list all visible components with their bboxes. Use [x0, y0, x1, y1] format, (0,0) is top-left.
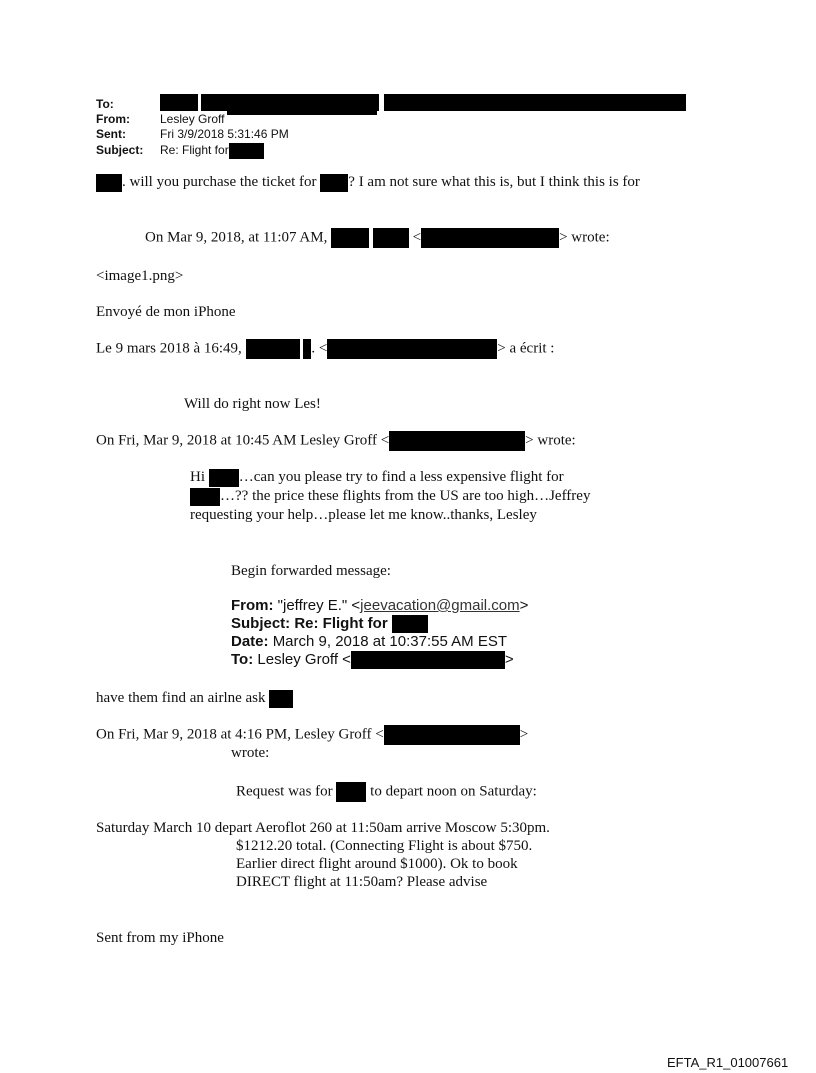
- text-segment: On Mar 9, 2018, at 11:07 AM,: [145, 229, 328, 246]
- redaction-box: [160, 94, 198, 111]
- attachment-line: <image1.png>: [96, 268, 184, 284]
- message-line: wrote:: [231, 745, 270, 761]
- text-segment: Lesley Groff <: [257, 651, 351, 668]
- fwd-from-label: From:: [231, 597, 274, 614]
- quote-header-line: [96, 431, 576, 451]
- redaction-box: [320, 174, 348, 192]
- quote-header-line: [145, 228, 610, 248]
- signature-line: Envoyé de mon iPhone: [96, 304, 236, 320]
- redaction-box: [389, 431, 525, 451]
- text-segment: Request was for: [236, 783, 333, 800]
- redaction-box: [246, 339, 300, 359]
- forwarded-heading: Begin forwarded message:: [231, 563, 391, 579]
- message-line: [96, 689, 293, 708]
- redaction-box: [269, 690, 293, 708]
- document-id: EFTA_R1_01007661: [667, 1055, 789, 1070]
- text-segment: . will you purchase the ticket for: [122, 174, 317, 190]
- header-subject-row: [96, 143, 143, 157]
- text-segment: > a écrit :: [497, 340, 555, 357]
- text-segment: > wrote:: [559, 229, 610, 246]
- message-line: requesting your help…please let me know..thanks, Lesley: [190, 507, 537, 523]
- fwd-date-row: [231, 633, 507, 651]
- text-segment: On Fri, Mar 9, 2018 at 4:16 PM, Lesley Groff <: [96, 726, 384, 743]
- text-segment: to depart noon on Saturday:: [370, 783, 537, 800]
- redaction-box: [351, 651, 505, 669]
- redaction-box: [96, 174, 122, 192]
- text-segment: …can you please try to find a less expensive flight for: [238, 469, 564, 485]
- header-to-row: [96, 97, 114, 111]
- fwd-date-value: March 9, 2018 at 10:37:55 AM EST: [272, 633, 507, 650]
- message-line: Earlier direct flight around $1000). Ok to book: [236, 856, 518, 872]
- redaction-box: [384, 94, 686, 111]
- to-label: To:: [96, 97, 114, 111]
- text-segment: have them find an airlne ask: [96, 690, 266, 706]
- message-line: [190, 487, 590, 506]
- text-segment: …?? the price these flights from the US are too high…Jeffrey: [220, 488, 591, 504]
- text-segment: Le 9 mars 2018 à 16:49,: [96, 340, 242, 357]
- from-value: Lesley Groff: [160, 112, 225, 126]
- redaction-box: [331, 228, 369, 248]
- fwd-to-row: [231, 651, 514, 669]
- text-segment: > wrote:: [525, 432, 576, 449]
- text-segment: . <: [311, 340, 328, 357]
- text-segment: >: [519, 597, 529, 614]
- text-segment: Hi: [190, 469, 205, 485]
- from-label: From:: [96, 112, 130, 126]
- message-line: [236, 782, 537, 802]
- signature-line: Sent from my iPhone: [96, 930, 224, 946]
- redaction-box: [384, 725, 520, 745]
- redaction-box: [373, 228, 409, 248]
- email-link[interactable]: jeevacation@gmail.com: [360, 597, 520, 614]
- message-line: Will do right now Les!: [184, 396, 321, 412]
- fwd-from-row: [231, 597, 528, 615]
- quote-header-line: [96, 339, 554, 359]
- redaction-box: [336, 782, 366, 802]
- fwd-date-label: Date:: [231, 633, 269, 650]
- header-from-row: [96, 112, 130, 126]
- message-line: [190, 468, 564, 487]
- fwd-to-label: To:: [231, 651, 254, 668]
- text-segment: On Fri, Mar 9, 2018 at 10:45 AM Lesley Groff <: [96, 432, 390, 449]
- sent-value: Fri 3/9/2018 5:31:46 PM: [160, 127, 289, 141]
- redaction-box: [229, 143, 264, 159]
- message-line: DIRECT flight at 11:50am? Please advise: [236, 874, 488, 890]
- subject-value: [160, 143, 264, 159]
- text-segment: "jeffrey E." <: [277, 597, 361, 614]
- message-line: $1212.20 total. (Connecting Flight is about $750.: [236, 838, 533, 854]
- subject-label: Subject:: [96, 143, 144, 157]
- redaction-box: [392, 615, 428, 633]
- text-segment: ? I am not sure what this is, but I think this is for: [348, 174, 640, 190]
- message-line: Saturday March 10 depart Aeroflot 260 at 11:50am arrive Moscow 5:30pm.: [96, 820, 550, 836]
- redaction-box: [190, 488, 220, 506]
- redaction-box: [227, 108, 377, 115]
- redaction-box: [327, 339, 497, 359]
- message-line: [96, 173, 640, 192]
- header-sent-row: [96, 127, 126, 141]
- quote-header-line: [96, 725, 528, 745]
- redaction-box: [421, 228, 559, 248]
- fwd-subject: Subject: Re: Flight for: [231, 615, 388, 632]
- sent-label: Sent:: [96, 127, 126, 141]
- text-segment: <: [412, 229, 422, 246]
- text-segment: >: [504, 651, 514, 668]
- text-segment: >: [519, 726, 529, 743]
- redaction-box: [209, 469, 239, 487]
- fwd-subject-row: [231, 615, 428, 633]
- subject-text: Re: Flight for: [160, 143, 229, 158]
